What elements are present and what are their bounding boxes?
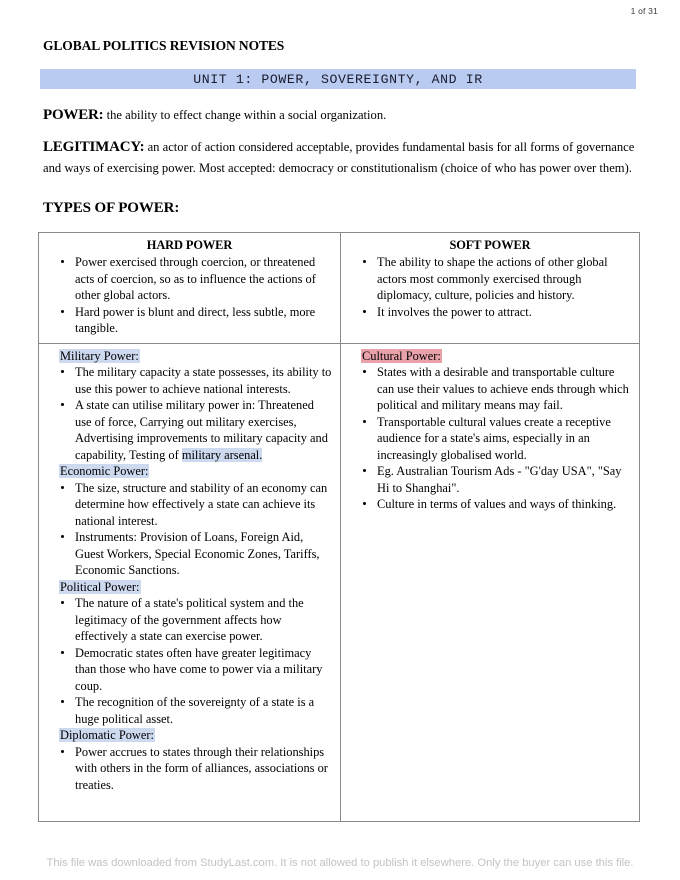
table-cell-soft-power-detail: [341, 344, 639, 822]
soft-power-intro-list: [349, 254, 631, 320]
footer-watermark-note: This file was downloaded from StudyLast.com. It is not allowed to publish it elsewhere. Only the buyer can use this file.: [46, 857, 634, 869]
economic-power-list: [47, 480, 332, 579]
power-comparison-table: [38, 232, 640, 822]
cultural-power-list: [349, 364, 631, 513]
group-military-power: [47, 348, 332, 464]
list-item: The ability to shape the actions of other global actors most commonly exercised through diplomacy, culture, policies and history.: [349, 254, 631, 304]
definition-text: the ability to effect change within a social organization.: [103, 108, 387, 122]
unit-banner-label: UNIT 1: POWER, SOVEREIGNTY, AND IR: [193, 71, 483, 87]
table-body-row: [39, 344, 639, 822]
list-item: Hard power is blunt and direct, less subtle, more tangible.: [47, 304, 332, 337]
subheading-label: Political Power:: [60, 579, 140, 594]
definition-power: [43, 104, 639, 127]
column-title-soft-power: SOFT POWER: [449, 238, 531, 252]
list-item: The nature of a state's political system and the legitimacy of the government affects how effectively a state can exercise power.: [47, 595, 332, 645]
table-cell-soft-power-intro: [341, 233, 639, 343]
list-item: Power accrues to states through their relationships with others in the form of alliances, associations or treaties.: [47, 744, 332, 794]
inline-highlight: military arsenal.: [181, 447, 263, 462]
list-item: Transportable cultural values create a receptive audience for a state's aims, especially in an increasingly globalised world.: [349, 414, 631, 464]
column-title-hard-power: HARD POWER: [146, 238, 233, 252]
hard-power-intro-list: [47, 254, 332, 337]
subheading-military-power: [59, 348, 332, 365]
unit-banner: [40, 69, 636, 89]
diplomatic-power-list: [47, 744, 332, 794]
page-indicator: 1 of 31: [630, 6, 658, 16]
group-diplomatic-power: [47, 727, 332, 793]
definition-term: LEGITIMACY:: [43, 139, 145, 155]
list-item: The military capacity a state possesses, its ability to use this power to achieve national interests.: [47, 364, 332, 397]
list-item: Instruments: Provision of Loans, Foreign Aid, Guest Workers, Special Economic Zones, Tariffs, Economic Sanctions.: [47, 529, 332, 579]
list-item: The recognition of the sovereignty of a state is a huge political asset.: [47, 694, 332, 727]
subheading-political-power: [59, 579, 332, 596]
subheading-label: Military Power:: [60, 348, 139, 363]
list-item: A state can utilise military power in: Threatened use of force, Carrying out military exercises, Advertising improvements to military capacity and capability, Testing of military arsenal.: [47, 397, 332, 463]
subheading-diplomatic-power: [59, 727, 332, 744]
list-item: Eg. Australian Tourism Ads - "G'day USA", "Say Hi to Shanghai".: [349, 463, 631, 496]
military-power-list: [47, 364, 332, 463]
table-header-row: [39, 233, 639, 344]
group-economic-power: [47, 463, 332, 579]
definition-term: POWER:: [43, 107, 104, 123]
political-power-list: [47, 595, 332, 727]
subheading-economic-power: [59, 463, 332, 480]
table-cell-hard-power-intro: [39, 233, 341, 343]
subheading-label: Economic Power:: [60, 464, 149, 478]
document-title: GLOBAL POLITICS REVISION NOTES: [43, 38, 285, 53]
subheading-label: Diplomatic Power:: [60, 728, 154, 742]
definition-legitimacy: [43, 136, 639, 178]
list-item: Culture in terms of values and ways of thinking.: [349, 496, 631, 513]
subheading-cultural-power: [361, 348, 631, 365]
table-cell-hard-power-detail: [39, 344, 341, 822]
list-item: The size, structure and stability of an economy can determine how effectively a state can achieve its national interest.: [47, 480, 332, 530]
subheading-label: Cultural Power:: [362, 348, 441, 363]
list-item: It involves the power to attract.: [349, 304, 631, 321]
list-item: States with a desirable and transportable culture can use their values to achieve ends through which political and military means may fail.: [349, 364, 631, 414]
definition-text: an actor of action considered acceptable, provides fundamental basis for all forms of governance and ways of exercising power. Most accepted: democracy or constitutionalism (choice of who has power over them).: [43, 140, 635, 175]
group-cultural-power: [349, 348, 631, 513]
group-political-power: [47, 579, 332, 728]
list-item: Democratic states often have greater legitimacy than those who have come to power via a military coup.: [47, 645, 332, 695]
list-item: Power exercised through coercion, or threatened acts of coercion, so as to influence the actions of other global actors.: [47, 254, 332, 304]
section-heading-types-of-power: TYPES OF POWER:: [43, 200, 180, 216]
